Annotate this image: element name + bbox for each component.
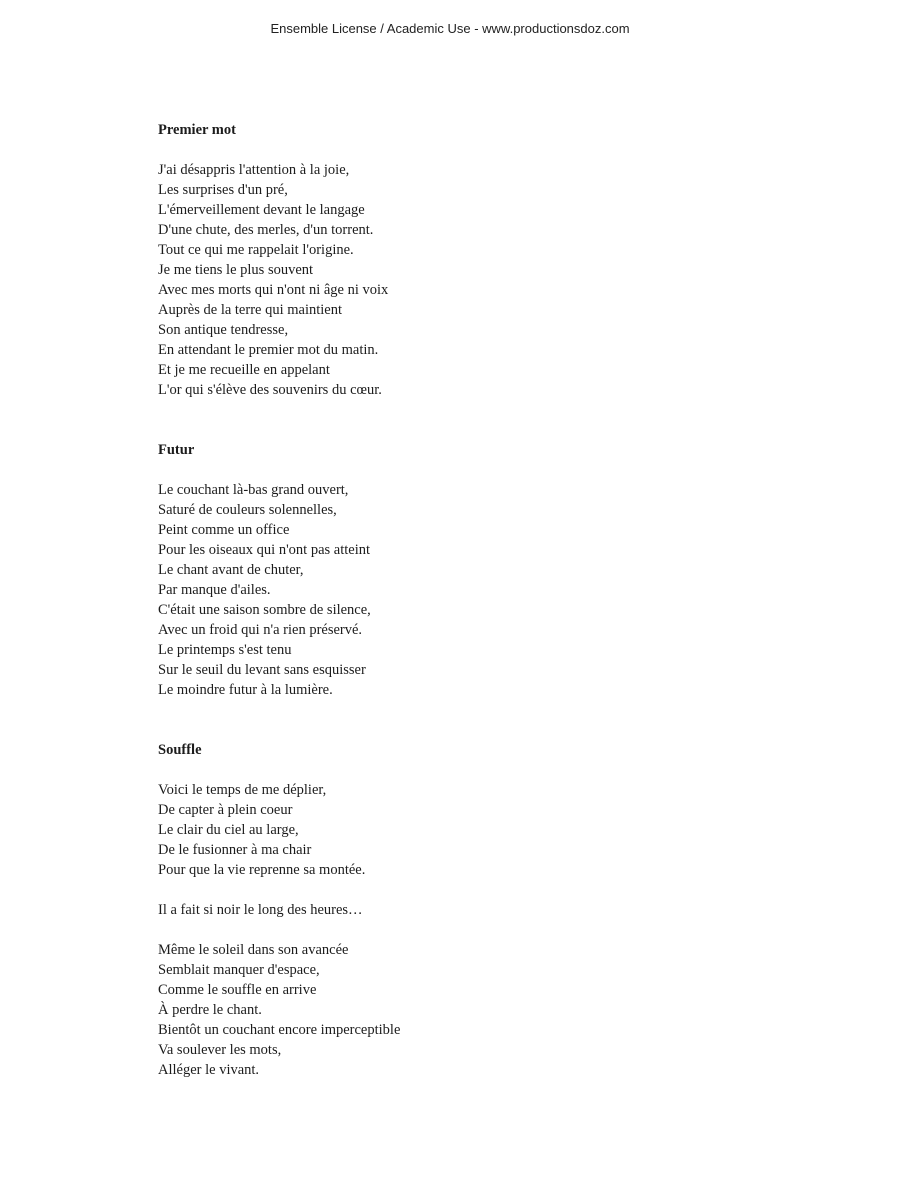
verse-line: C'était une saison sombre de silence, xyxy=(158,602,371,618)
verse-line: De capter à plein coeur xyxy=(158,802,293,818)
poem-souffle xyxy=(158,740,798,1080)
verse-line: Par manque d'ailes. xyxy=(158,582,271,598)
verse-line: De le fusionner à ma chair xyxy=(158,842,312,858)
verse-line: Saturé de couleurs solennelles, xyxy=(158,502,337,518)
verse-line: Je me tiens le plus souvent xyxy=(158,262,314,278)
verse-line: Son antique tendresse, xyxy=(158,322,289,338)
verse-line: Auprès de la terre qui maintient xyxy=(158,302,343,318)
verse-line: Pour les oiseaux qui n'ont pas atteint xyxy=(158,542,371,558)
verse-line: L'or qui s'élève des souvenirs du cœur. xyxy=(158,382,382,398)
verse-line: Voici le temps de me déplier, xyxy=(158,782,327,798)
verse-line: D'une chute, des merles, d'un torrent. xyxy=(158,222,374,238)
verse-line: Le chant avant de chuter, xyxy=(158,562,304,578)
stanza xyxy=(158,940,798,1080)
verse-line: À perdre le chant. xyxy=(158,1002,262,1018)
verse-line: J'ai désappris l'attention à la joie, xyxy=(158,162,350,178)
verse-line: Le printemps s'est tenu xyxy=(158,642,292,658)
verse-line: Avec mes morts qui n'ont ni âge ni voix xyxy=(158,282,389,298)
verse-line: Les surprises d'un pré, xyxy=(158,182,288,198)
verse-line: Tout ce qui me rappelait l'origine. xyxy=(158,242,354,258)
license-header: Ensemble License / Academic Use - www.productionsdoz.com xyxy=(270,21,630,36)
poem-premier-mot xyxy=(158,120,798,400)
poem-collection xyxy=(158,120,798,1080)
poem-title: Premier mot xyxy=(158,122,236,138)
poem-title: Souffle xyxy=(158,742,202,758)
verse-line: Avec un froid qui n'a rien préservé. xyxy=(158,622,363,638)
verse-line: L'émerveillement devant le langage xyxy=(158,202,365,218)
verse-line: Le clair du ciel au large, xyxy=(158,822,299,838)
verse-line: Peint comme un office xyxy=(158,522,290,538)
stanza xyxy=(158,480,798,700)
verse-line: Alléger le vivant. xyxy=(158,1062,260,1078)
verse-line: Bientôt un couchant encore imperceptible xyxy=(158,1022,401,1038)
stanza xyxy=(158,900,798,920)
verse-line: Et je me recueille en appelant xyxy=(158,362,330,378)
stanza xyxy=(158,780,798,880)
verse-line: Va soulever les mots, xyxy=(158,1042,282,1058)
verse-line: En attendant le premier mot du matin. xyxy=(158,342,379,358)
poem-futur xyxy=(158,440,798,700)
stanza xyxy=(158,160,798,400)
poem-title: Futur xyxy=(158,442,195,458)
verse-line: Semblait manquer d'espace, xyxy=(158,962,320,978)
verse-line: Comme le souffle en arrive xyxy=(158,982,317,998)
verse-line: Même le soleil dans son avancée xyxy=(158,942,349,958)
verse-line: Le moindre futur à la lumière. xyxy=(158,682,333,698)
verse-line: Il a fait si noir le long des heures… xyxy=(158,902,363,918)
verse-line: Le couchant là-bas grand ouvert, xyxy=(158,482,349,498)
verse-line: Pour que la vie reprenne sa montée. xyxy=(158,862,366,878)
verse-line: Sur le seuil du levant sans esquisser xyxy=(158,662,366,678)
